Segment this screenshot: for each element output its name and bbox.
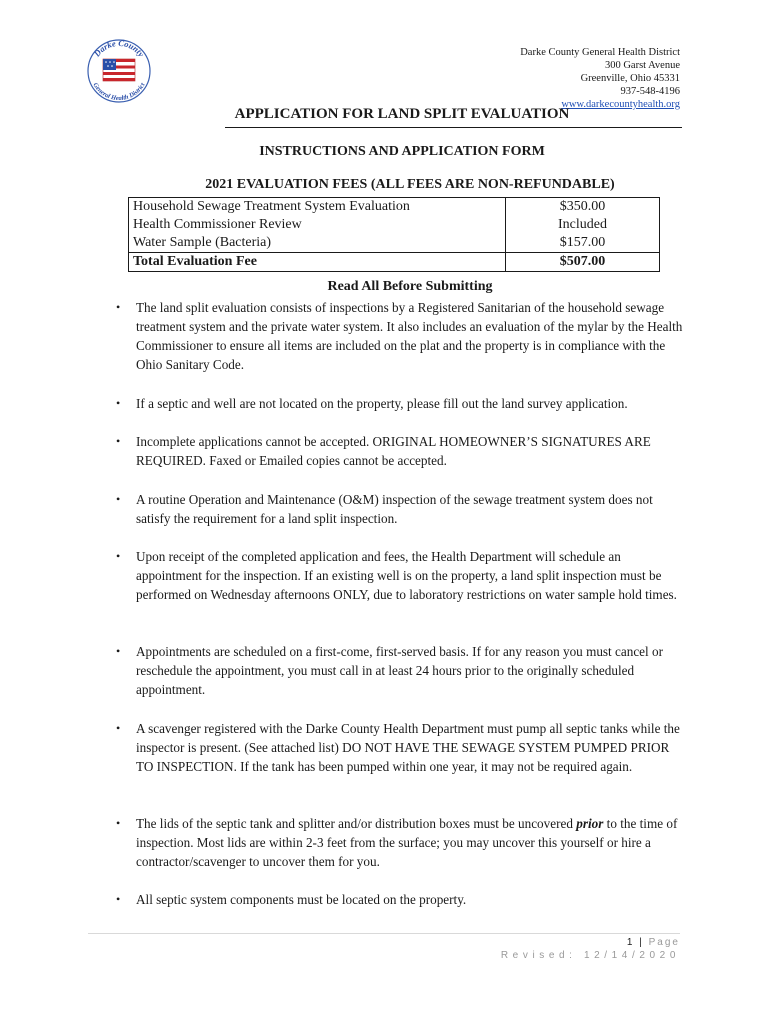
address-line-2: 300 Garst Avenue <box>604 60 680 71</box>
list-item-text: All septic system components must be located on the property. <box>136 892 467 907</box>
list-item <box>116 814 684 871</box>
list-item <box>116 719 684 776</box>
bullet-icon: • <box>116 816 121 830</box>
list-item <box>116 298 684 374</box>
list-item-text: If a septic and well are not located on the property, please fill out the land survey application. <box>136 396 628 411</box>
read-all-heading: Read All Before Submitting <box>327 279 493 294</box>
bullet-icon: • <box>116 721 121 735</box>
list-item-text: Appointments are scheduled on a first-come, first-served basis. If for any reason you must cancel or reschedule the appointment, you must call in at least 24 hours prior to the originally scheduled appointment. <box>136 644 663 697</box>
website-link[interactable]: www.darkecountyhealth.org <box>561 99 680 110</box>
bullet-icon: • <box>116 492 121 506</box>
list-item <box>116 890 684 909</box>
fee-total-label: Total Evaluation Fee <box>129 253 506 272</box>
logo-bottom-text: General Health District <box>91 81 147 103</box>
fee-label: Water Sample (Bacteria) <box>129 234 506 253</box>
page-word: Page <box>648 937 680 948</box>
bullet-icon: • <box>116 434 121 448</box>
fee-row <box>129 198 660 217</box>
fee-row <box>129 216 660 234</box>
address-phone: 937-548-4196 <box>620 86 680 97</box>
address-block <box>520 46 680 111</box>
list-item <box>116 642 684 699</box>
address-line-1: Darke County General Health District <box>520 47 680 58</box>
list-item <box>116 547 684 604</box>
fees-table <box>128 197 660 272</box>
bullet-icon: • <box>116 300 121 314</box>
list-item <box>116 432 684 470</box>
page-number <box>627 937 680 948</box>
fee-label: Household Sewage Treatment System Evaluation <box>129 198 506 217</box>
emphasis-prior: prior <box>576 816 604 831</box>
revised-date: Revised: 12/14/2020 <box>500 950 680 961</box>
page-number-value: 1 <box>626 937 635 948</box>
list-item-text: The land split evaluation consists of inspections by a Registered Sanitarian of the household sewage treatment system and the private water system. It also includes an evaluation of the mylar by the Health Commissioner to ensure all items are included on the plat and the property is in compliance with the Ohio Sanitary Code. <box>136 300 683 372</box>
fee-total-row <box>129 253 660 272</box>
bullet-icon: • <box>116 892 121 906</box>
bullet-icon: • <box>116 549 121 563</box>
address-line-3: Greenville, Ohio 45331 <box>580 73 680 84</box>
fee-label: Health Commissioner Review <box>129 216 506 234</box>
list-item <box>116 394 684 413</box>
page-separator: | <box>639 937 644 948</box>
document-title: APPLICATION FOR LAND SPLIT EVALUATION <box>234 106 570 122</box>
health-district-logo <box>86 38 152 104</box>
fee-amount: Included <box>506 216 660 234</box>
list-item <box>116 490 684 528</box>
fees-heading: 2021 EVALUATION FEES (ALL FEES ARE NON-REFUNDABLE) <box>205 177 615 192</box>
bullet-icon: • <box>116 644 121 658</box>
bullet-icon: • <box>116 396 121 410</box>
fee-amount: $157.00 <box>506 234 660 253</box>
fee-total-amount: $507.00 <box>506 253 660 272</box>
list-item-text: Upon receipt of the completed application and fees, the Health Department will schedule an appointment for the inspection. If an existing well is on the property, a land split inspection must be performed on Wednesday afternoons ONLY, due to laboratory restrictions on water sample hold times. <box>136 549 677 602</box>
list-item-text: A scavenger registered with the Darke County Health Department must pump all septic tanks while the inspector is present. (See attached list) DO NOT HAVE THE SEWAGE SYSTEM PUMPED PRIOR TO INSPECTION. If the tank has been pumped within one year, it may not be required again. <box>136 721 680 774</box>
fee-row <box>129 234 660 253</box>
document-subtitle: INSTRUCTIONS AND APPLICATION FORM <box>259 144 545 159</box>
list-item-text: Incomplete applications cannot be accepted. ORIGINAL HOMEOWNER’S SIGNATURES ARE REQUIRED. Faxed or Emailed copies cannot be accepted. <box>136 434 651 468</box>
list-item-text-before: The lids of the septic tank and splitter and/or distribution boxes must be uncovered <box>136 816 577 831</box>
footer-divider <box>88 933 680 934</box>
list-item-text <box>136 816 677 869</box>
fee-amount: $350.00 <box>506 198 660 217</box>
title-divider <box>225 127 682 128</box>
list-item-text: A routine Operation and Maintenance (O&M) inspection of the sewage treatment system does not satisfy the requirement for a land split inspection. <box>136 492 653 526</box>
logo-top-text: Darke County <box>91 38 147 59</box>
list-item-text-after: to the time of inspection. Most lids are within 2-3 feet from the surface; you may uncover this yourself or hire a contractor/scavenger to uncover them for you. <box>136 816 678 869</box>
